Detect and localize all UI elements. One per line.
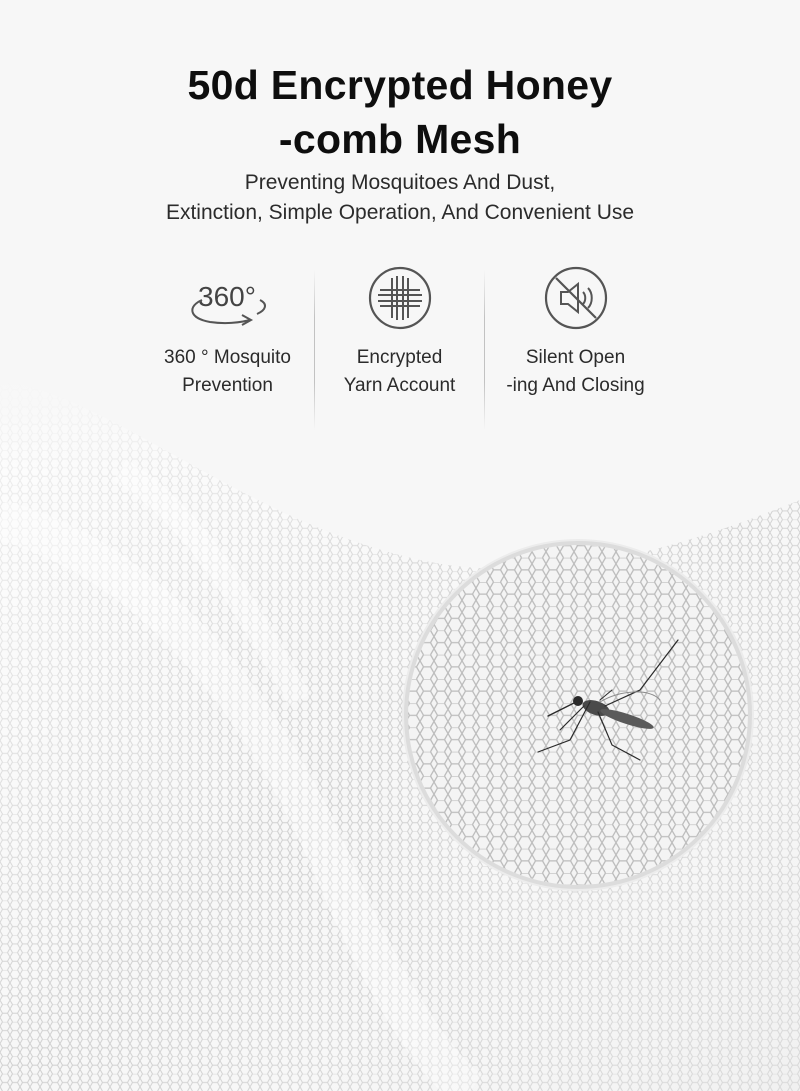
feature-label-line-1: Silent Open: [525, 347, 626, 368]
feature-label-line-2: Prevention: [182, 375, 273, 396]
title-line-1: 50d Encrypted Honey: [187, 62, 613, 108]
subtitle-line-1: Preventing Mosquitoes And Dust,: [244, 171, 556, 194]
mesh-grid-icon: [352, 262, 448, 338]
subtitle: [0, 168, 800, 228]
feature-label-line-2: -ing And Closing: [506, 375, 645, 396]
page-title: [0, 58, 800, 166]
rotate-360-icon: [180, 262, 276, 338]
feature-label-line-1: Encrypted: [356, 347, 443, 368]
title-line-2: -comb Mesh: [278, 116, 522, 162]
feature-encrypted-yarn: [312, 262, 487, 400]
subtitle-line-2: Extinction, Simple Operation, And Convenient Use: [165, 201, 635, 224]
feature-label-line-1: 360 ° Mosquito: [164, 347, 291, 368]
rotate-360-label: 360°: [197, 281, 256, 312]
feature-label-line-2: Yarn Account: [343, 375, 456, 396]
feature-silent-operation: [488, 262, 663, 400]
feature-360-prevention: [140, 262, 315, 400]
mute-speaker-icon: [528, 262, 624, 338]
divider: [484, 270, 485, 430]
